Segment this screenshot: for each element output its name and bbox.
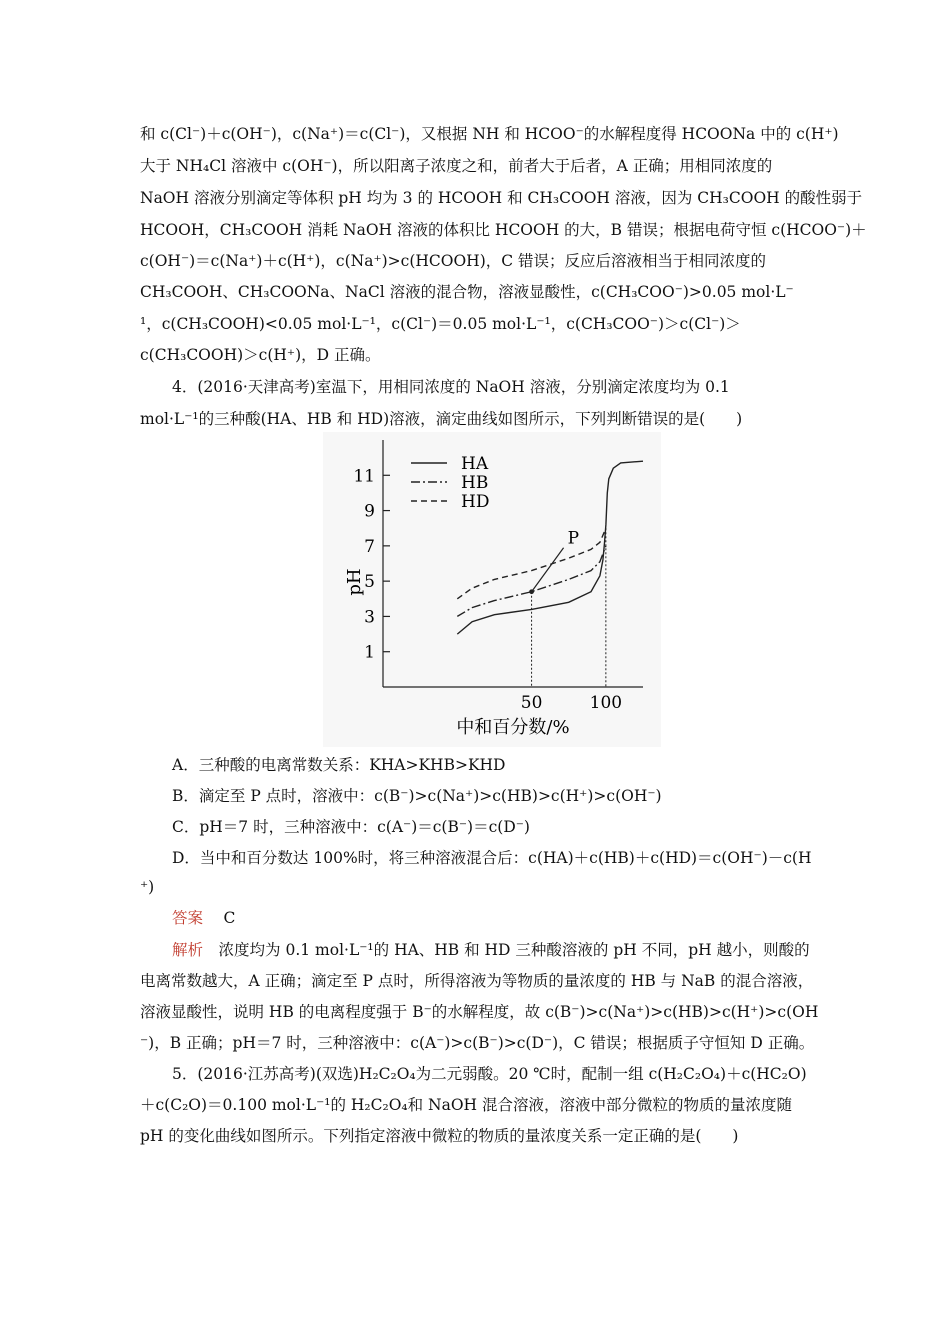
legend-label-hd: HD [461, 492, 490, 512]
point-p-label: P [567, 528, 580, 549]
x-axis-label: 中和百分数/% [456, 717, 570, 738]
option-c: C．pH＝7 时，三种溶液中：c(A⁻)＝c(B⁻)＝c(D⁻) [172, 818, 530, 836]
text-line: 大于 NH₄Cl 溶液中 c(OH⁻)，所以阳离子浓度之和，前者大于后者，A 正确；用相同浓度的 [140, 157, 773, 175]
analysis-label: 解析 [172, 941, 204, 959]
y-tick-label: 11 [353, 466, 375, 487]
y-tick-label: 3 [364, 607, 375, 628]
y-tick-label: 5 [364, 572, 375, 593]
y-tick-label: 9 [364, 501, 375, 522]
titration-chart-svg [323, 432, 661, 747]
analysis-line: ⁻)，B 正确；pH＝7 时，三种溶液中：c(A⁻)>c(B⁻)>c(D⁻)，C 错误；根据质子守恒知 D 正确。 [140, 1034, 815, 1052]
text-line: NaOH 溶液分别滴定等体积 pH 均为 3 的 HCOOH 和 CH₃COOH 溶液，因为 CH₃COOH 的酸性弱于 [140, 189, 863, 207]
question-5-line: 5．(2016·江苏高考)(双选)H₂C₂O₄为二元弱酸。20 ℃时，配制一组 c(H₂C₂O₄)＋c(HC₂O) [172, 1065, 807, 1083]
text-line: CH₃COOH、CH₃COONa、NaCl 溶液的混合物，溶液显酸性，c(CH₃COO⁻)>0.05 mol·L⁻ [140, 283, 794, 301]
text-line: c(OH⁻)＝c(Na⁺)＋c(H⁺)，c(Na⁺)>c(HCOOH)，C 错误；反应后溶液相当于相同浓度的 [140, 252, 767, 270]
titration-chart [323, 432, 661, 747]
y-tick-label: 7 [364, 536, 375, 557]
curve-hb [457, 546, 606, 617]
text-line: HCOOH，CH₃COOH 消耗 NaOH 溶液的体积比 HCOOH 的大，B 错误；根据电荷守恒 c(HCOO⁻)＋ [140, 221, 867, 239]
answer [172, 908, 235, 928]
option-b: B．滴定至 P 点时，溶液中：c(B⁻)>c(Na⁺)>c(HB)>c(H⁺)>c(OH⁻) [172, 787, 662, 805]
analysis-line: 电离常数越大，A 正确；滴定至 P 点时，所得溶液为等物质的量浓度的 HB 与 NaB 的混合溶液， [140, 972, 814, 990]
text-line: c(CH₃COOH)＞c(H⁺)，D 正确。 [140, 346, 381, 364]
legend-label-ha: HA [461, 454, 489, 474]
question-4-line: 4．(2016·天津高考)室温下，用相同浓度的 NaOH 溶液，分别滴定浓度均为 0.1 [172, 378, 730, 396]
text-line: ¹，c(CH₃COOH)<0.05 mol·L⁻¹，c(Cl⁻)＝0.05 mol·L⁻¹，c(CH₃COO⁻)＞c(Cl⁻)＞ [140, 315, 741, 333]
question-4-line: mol·L⁻¹的三种酸(HA、HB 和 HD)溶液，滴定曲线如图所示，下列判断错误的是( ) [140, 410, 743, 428]
x-tick-label: 50 [520, 693, 543, 713]
question-5-line: ＋c(C₂O)＝0.100 mol·L⁻¹的 H₂C₂O₄和 NaOH 混合溶液，溶液中部分微粒的物质的量浓度随 [140, 1096, 792, 1114]
text-line: 和 c(Cl⁻)＋c(OH⁻)，c(Na⁺)＝c(Cl⁻)，又根据 NH 和 HCOO⁻的水解程度得 HCOONa 中的 c(H⁺) [140, 125, 839, 143]
legend-label-hb: HB [461, 473, 489, 493]
analysis-first-line [172, 940, 810, 960]
option-d-cont: ⁺) [140, 878, 155, 896]
answer-label: 答案 [172, 909, 204, 927]
option-a: A．三种酸的电离常数关系：KHA>KHB>KHD [172, 756, 506, 774]
question-5-line: pH 的变化曲线如图所示。下列指定溶液中微粒的物质的量浓度关系一定正确的是( ) [140, 1127, 739, 1145]
curve-hd [457, 528, 606, 599]
analysis-line: 溶液显酸性，说明 HB 的电离程度强于 B⁻的水解程度，故 c(B⁻)>c(Na⁺)>c(HB)>c(H⁺)>c(OH [140, 1003, 819, 1021]
option-d: D．当中和百分数达 100%时，将三种溶液混合后：c(HA)＋c(HB)＋c(HD)＝c(OH⁻)－c(H [172, 849, 812, 867]
y-tick-label: 1 [364, 642, 375, 663]
x-tick-label: 100 [589, 693, 623, 713]
analysis-text: 浓度均为 0.1 mol·L⁻¹的 HA、HB 和 HD 三种酸溶液的 pH 不同，pH 越小，则酸的 [218, 941, 810, 959]
answer-value: C [223, 909, 236, 927]
y-axis-label: pH [344, 568, 365, 596]
